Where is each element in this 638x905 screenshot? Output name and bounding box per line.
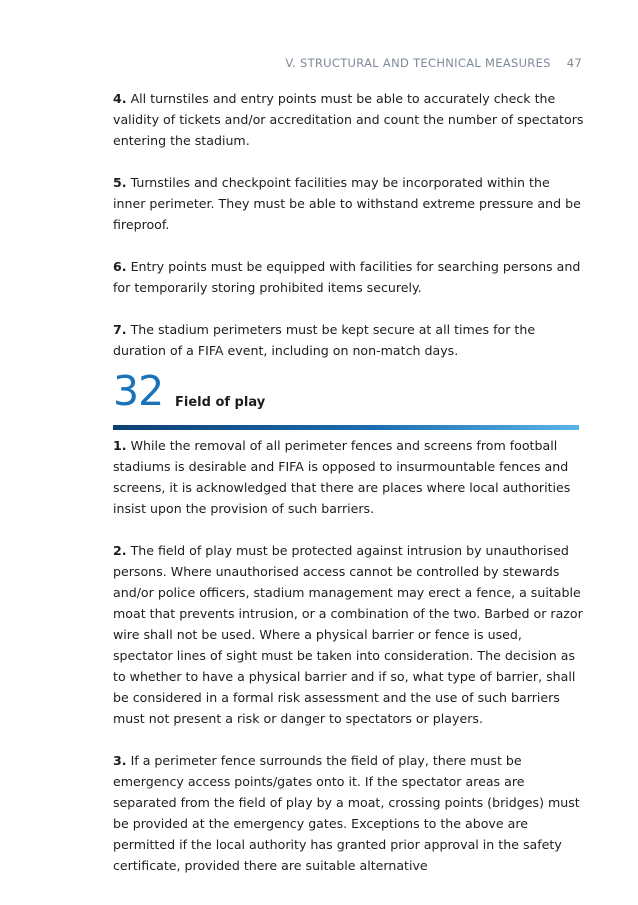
item-text: While the removal of all perimeter fences and screens from football stadiums is desirable and FIFA is opposed to insurmountable fences and screens, it is acknowledged that there are places where local authorities insist upon the provision of such barriers.	[113, 438, 571, 516]
section-number: 32	[113, 367, 164, 415]
paragraph-item-6	[113, 256, 585, 298]
item-number: 2.	[113, 543, 127, 558]
item-number: 6.	[113, 259, 127, 274]
item-number: 3.	[113, 753, 127, 768]
top-paragraphs	[113, 88, 585, 361]
header-section-title: V. STRUCTURAL AND TECHNICAL MEASURES	[285, 56, 551, 70]
page-number: 47	[566, 56, 582, 70]
section-paragraphs	[113, 435, 585, 876]
paragraph-item-4	[113, 88, 585, 151]
item-number: 7.	[113, 322, 127, 337]
section-heading	[113, 368, 579, 428]
section-title: Field of play	[175, 395, 266, 410]
item-text: Entry points must be equipped with facilities for searching persons and for temporarily storing prohibited items securely.	[113, 259, 581, 295]
item-number: 5.	[113, 175, 127, 190]
item-number: 4.	[113, 91, 127, 106]
paragraph-item-1	[113, 435, 585, 519]
item-text: The stadium perimeters must be kept secure at all times for the duration of a FIFA event, including on non-match days.	[113, 322, 536, 358]
paragraph-item-3	[113, 750, 585, 876]
item-text: If a perimeter fence surrounds the field of play, there must be emergency access points/gates onto it. If the spectator areas are separated from the field of play by a moat, crossing points (bridges) must be provided at the emergency gates. Exceptions to the above are permitted if the local authority has granted prior approval in the safety certificate, provided there are suitable alternative	[113, 753, 580, 873]
section-divider	[113, 425, 579, 430]
paragraph-item-2	[113, 540, 585, 729]
item-text: Turnstiles and checkpoint facilities may be incorporated within the inner perimeter. They must be able to withstand extreme pressure and be fireproof.	[113, 175, 581, 232]
paragraph-item-5	[113, 172, 585, 235]
item-number: 1.	[113, 438, 127, 453]
item-text: All turnstiles and entry points must be able to accurately check the validity of tickets and/or accreditation and count the number of spectators entering the stadium.	[113, 91, 584, 148]
paragraph-item-7	[113, 319, 585, 361]
item-text: The field of play must be protected against intrusion by unauthorised persons. Where unauthorised access cannot be controlled by stewards and/or police officers, stadium management may erect a fence, a suitable moat that prevents intrusion, or a combination of the two. Barbed or razor wire shall not be used. Where a physical barrier or fence is used, spectator lines of sight must be taken into consideration. The decision as to whether to have a physical barrier and if so, what type of barrier, shall be considered in a formal risk assessment and the use of such barriers must not present a risk or danger to spectators or players.	[113, 543, 583, 726]
running-header	[285, 56, 582, 70]
